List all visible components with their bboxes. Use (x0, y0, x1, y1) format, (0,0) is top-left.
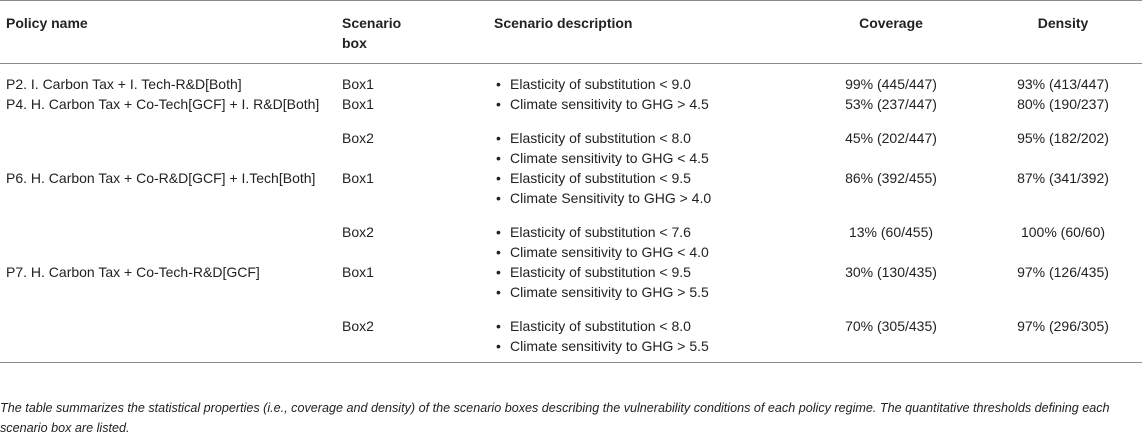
header-density: Density (984, 1, 1142, 64)
cell-scenario-description (488, 302, 798, 363)
cell-coverage: 30% (130/435) (845, 264, 937, 280)
bullet-icon: • (496, 190, 501, 206)
condition-text: Climate sensitivity to GHG < 4.0 (510, 244, 709, 260)
cell-scenario-box: Box1 (342, 76, 374, 92)
condition-item (494, 74, 792, 94)
cell-policy-name: P6. H. Carbon Tax + Co-R&D[GCF] + I.Tech[Both] (6, 170, 316, 186)
header-scenario-description: Scenario description (488, 1, 798, 64)
condition-text: Climate sensitivity to GHG > 4.5 (510, 96, 709, 112)
cell-policy-name (0, 114, 336, 168)
cell-scenario-description (488, 114, 798, 168)
cell-density: 97% (126/435) (1017, 264, 1109, 280)
condition-item (494, 242, 792, 262)
header-coverage: Coverage (798, 1, 984, 64)
condition-text: Climate Sensitivity to GHG > 4.0 (510, 190, 712, 206)
condition-text: Elasticity of substitution < 9.0 (510, 76, 691, 92)
bullet-icon: • (496, 318, 501, 334)
cell-policy-name: P7. H. Carbon Tax + Co-Tech-R&D[GCF] (6, 264, 260, 280)
cell-policy-name (0, 302, 336, 363)
bullet-icon: • (496, 244, 501, 260)
table-header-row (0, 1, 1142, 64)
bullet-icon: • (496, 76, 501, 92)
condition-item (494, 282, 792, 302)
table-row (0, 302, 1142, 363)
condition-item (494, 188, 792, 208)
cell-scenario-box: Box1 (342, 170, 374, 186)
condition-text: Elasticity of substitution < 8.0 (510, 318, 691, 334)
bullet-icon: • (496, 96, 501, 112)
bullet-icon: • (496, 130, 501, 146)
condition-list (494, 168, 792, 208)
header-policy-name: Policy name (0, 1, 336, 64)
cell-scenario-description (488, 168, 798, 208)
table-row (0, 64, 1142, 95)
condition-list (494, 74, 792, 94)
cell-scenario-box: Box2 (342, 130, 374, 146)
table-row (0, 94, 1142, 114)
condition-item (494, 128, 792, 148)
cell-coverage: 53% (237/447) (845, 96, 937, 112)
table-row (0, 208, 1142, 262)
cell-coverage: 99% (445/447) (845, 76, 937, 92)
header-scenario-box: Scenario box (336, 1, 488, 64)
cell-density: 80% (190/237) (1017, 96, 1109, 112)
bullet-icon: • (496, 284, 501, 300)
table-row (0, 262, 1142, 302)
bullet-icon: • (496, 264, 501, 280)
condition-item (494, 148, 792, 168)
condition-item (494, 316, 792, 336)
bullet-icon: • (496, 170, 501, 186)
condition-list (494, 316, 792, 356)
cell-scenario-description (488, 262, 798, 302)
table-row (0, 168, 1142, 208)
bullet-icon: • (496, 338, 501, 354)
cell-density: 93% (413/447) (1017, 76, 1109, 92)
table-body (0, 64, 1142, 363)
condition-text: Climate sensitivity to GHG > 5.5 (510, 338, 709, 354)
table-footnote: The table summarizes the statistical properties (i.e., coverage and density) of the scenario boxes describing the vulnerability conditions of each policy regime. The quantitative thresholds defining each scenario box are listed. (0, 401, 1110, 435)
cell-policy-name: P2. I. Carbon Tax + I. Tech-R&D[Both] (6, 76, 242, 92)
cell-density: 97% (296/305) (984, 302, 1142, 363)
cell-density: 100% (60/60) (1020, 224, 1106, 240)
cell-coverage: 13% (60/455) (848, 224, 934, 240)
cell-coverage: 86% (392/455) (845, 170, 937, 186)
condition-item (494, 94, 792, 114)
bullet-icon: • (496, 224, 501, 240)
condition-list (494, 262, 792, 302)
cell-policy-name: P4. H. Carbon Tax + Co-Tech[GCF] + I. R&D[Both] (6, 96, 320, 112)
condition-text: Elasticity of substitution < 9.5 (510, 264, 691, 280)
cell-density: 87% (341/392) (1017, 170, 1109, 186)
condition-list (494, 222, 792, 262)
cell-coverage: 70% (305/435) (798, 302, 984, 363)
condition-item (494, 222, 792, 242)
cell-scenario-box: Box1 (342, 96, 374, 112)
condition-text: Elasticity of substitution < 9.5 (510, 170, 691, 186)
condition-text: Elasticity of substitution < 7.6 (510, 224, 691, 240)
condition-item (494, 336, 792, 356)
condition-list (494, 94, 792, 114)
condition-text: Climate sensitivity to GHG < 4.5 (510, 150, 709, 166)
cell-scenario-description (488, 64, 798, 95)
cell-coverage: 45% (202/447) (845, 130, 937, 146)
cell-scenario-description (488, 208, 798, 262)
cell-policy-name (0, 208, 336, 262)
condition-text: Climate sensitivity to GHG > 5.5 (510, 284, 709, 300)
cell-density: 95% (182/202) (1017, 130, 1109, 146)
condition-list (494, 128, 792, 168)
cell-scenario-box: Box1 (342, 264, 374, 280)
condition-item (494, 168, 792, 188)
cell-scenario-box: Box2 (336, 302, 488, 363)
condition-item (494, 262, 792, 282)
condition-text: Elasticity of substitution < 8.0 (510, 130, 691, 146)
cell-scenario-box: Box2 (342, 224, 374, 240)
bullet-icon: • (496, 150, 501, 166)
table-row (0, 114, 1142, 168)
cell-scenario-description (488, 94, 798, 114)
